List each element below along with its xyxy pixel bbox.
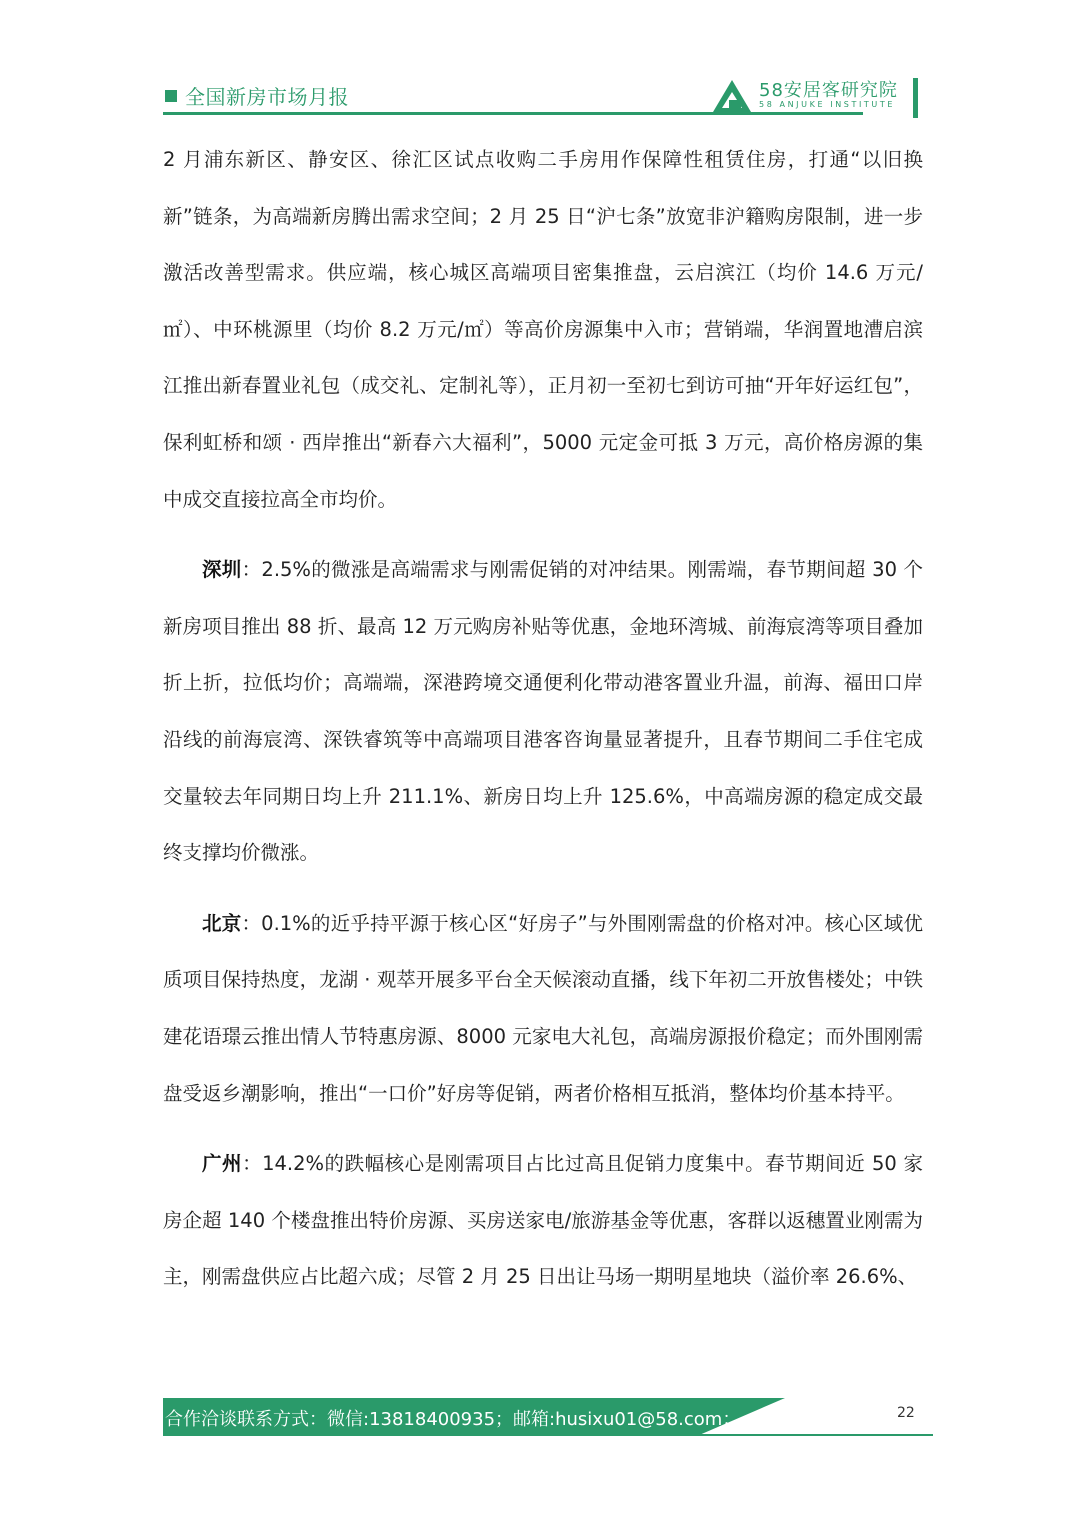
- guangzhou-text: ：14.2%的跌幅核心是刚需项目占比过高且促销力度集中。春节期间近 50 家房企超 140 个楼盘推出特价房源、买房送家电/旅游基金等优惠，客群以返穗置业刚需为主，刚需盘供应占比超六成；尽管 2 月 25 日出让马场一期明星地块（溢价率 26.6%、: [163, 1152, 923, 1289]
- header-vertical-bar: [913, 78, 918, 118]
- shanghai-paragraph: 2 月浦东新区、静安区、徐汇区试点收购二手房用作保障性租赁住房，打通“以旧换新”链条，为高端新房腾出需求空间；2 月 25 日“沪七条”放宽非沪籍购房限制，进一步激活改善型需求。供应端，核心城区高端项目密集推盘，云启滨江（均价 14.6 万元/㎡）、中环桃源里（均价 8.2 万元/㎡）等高价房源集中入市；营销端，华润置地漕启滨江推出新春置业礼包（成交礼、定制礼等），正月初一至初七到访可抽“开年好运红包”，保利虹桥和颂 · 西岸推出“新春六大福利”，5000 元定金可抵 3 万元，高价格房源的集中成交直接拉高全市均价。: [163, 148, 923, 511]
- shenzhen-paragraph: [163, 542, 923, 882]
- header-rule: [163, 112, 863, 115]
- beijing-paragraph: [163, 896, 923, 1122]
- shenzhen-text: ：2.5%的微涨是高端需求与刚需促销的对冲结果。刚需端，春节期间超 30 个新房项目推出 88 折、最高 12 万元购房补贴等优惠，金地环湾城、前海宸湾等项目叠加折上折，拉低均价；高端端，深港跨境交通便利化带动港客置业升温，前海、福田口岸沿线的前海宸湾、深铁睿筑等中高端项目港客咨询量显著提升，且春节期间二手住宅成交量较去年同期日均上升 211.1%、新房日均上升 125.6%，中高端房源的稳定成交最终支撑均价微涨。: [163, 558, 923, 865]
- logo-english-name: 58 ANJUKE INSTITUTE: [759, 100, 895, 109]
- guangzhou-label: 广州: [202, 1152, 243, 1176]
- beijing-label: 北京: [202, 911, 242, 935]
- shenzhen-label: 深圳: [202, 558, 242, 582]
- footer-rule: [163, 1434, 933, 1436]
- page-header: [163, 72, 923, 120]
- guangzhou-paragraph: [163, 1136, 923, 1306]
- anjuke-logo-icon: [711, 78, 753, 114]
- report-title: 全国新房市场月报: [185, 85, 349, 109]
- page-number: 22: [897, 1405, 915, 1421]
- header-square-icon: [165, 90, 177, 102]
- report-body: [163, 132, 923, 1306]
- contact-info: 合作洽谈联系方式：微信:13818400935；邮箱:husixu01@58.com；: [165, 1409, 741, 1430]
- beijing-text: ：0.1%的近乎持平源于核心区“好房子”与外围刚需盘的价格对冲。核心区域优质项目保持热度，龙湖 · 观萃开展多平台全天候滚动直播，线下年初二开放售楼处；中铁建花语璟云推出情人节特惠房源、8000 元家电大礼包，高端房源报价稳定；而外围刚需盘受返乡潮影响，推出“一口价”好房等促销，两者价格相互抵消，整体均价基本持平。: [163, 911, 923, 1105]
- logo-chinese-name: 58安居客研究院: [759, 80, 898, 101]
